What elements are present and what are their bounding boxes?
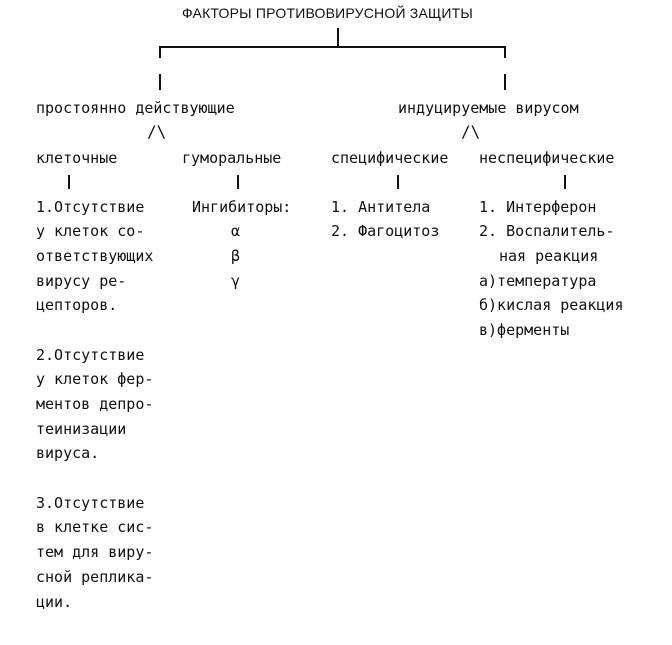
left-branch-upper-line [159,46,161,58]
diagram-title: ФАКТОРЫ ПРОТИВОВИРУСНОЙ ЗАЩИТЫ [182,5,473,21]
cellular-item-1-line-1: 1.Отсутствие [36,198,145,216]
cellular-item-1-line-4: вирусу ре- [36,272,127,290]
nonspecific-line-2: 2. Воспалитель- [479,222,615,240]
cellular-item-1-line-3: ответствующих [36,247,154,265]
cellular-item-2-line-1: 2.Отсутствие [36,346,145,364]
humoral-inhibitor-beta: β [231,247,241,265]
specific-stem-line [397,175,399,189]
right-branch-upper-line [504,46,506,58]
nonspecific-line-3: ная реакция [499,247,599,265]
cellular-stem-line [68,175,70,189]
nonspecific-stem-line [564,175,566,189]
specific-item-1: 1. Антитела [331,198,431,216]
humoral-inhibitor-alpha: α [231,222,241,240]
category-specific-label: специфические [331,149,449,167]
cellular-item-2-line-5: вируса. [36,444,100,462]
left-branch-lower-line [159,74,161,90]
cellular-item-2-line-3: ментов депро- [36,395,154,413]
nonspecific-line-5: б)кислая реакция [479,296,624,314]
right-branch-lower-line [504,74,506,90]
branch-induced-label: индуцируемые вирусом [398,99,579,117]
left-fork-symbol: /\ [147,122,167,141]
cellular-item-1-line-5: цепторов. [36,296,118,314]
cellular-item-3-line-3: тем для виру- [36,543,154,561]
category-nonspecific-label: неспецифические [479,149,615,167]
title-junction-line [337,36,339,47]
category-cellular-label: клеточные [36,149,118,167]
top-horizontal-line [159,46,504,48]
cellular-item-2-line-4: теинизации [36,420,127,438]
specific-item-2: 2. Фагоцитоз [331,222,440,240]
right-fork-symbol: /\ [461,122,481,141]
humoral-stem-line [237,175,239,189]
nonspecific-line-1: 1. Интерферон [479,198,597,216]
humoral-inhibitor-gamma: γ [231,272,241,290]
nonspecific-line-6: в)ферменты [479,321,570,339]
category-humoral-label: гуморальные [182,149,282,167]
branch-constant-label: простоянно действующие [36,99,235,117]
cellular-item-3-line-4: сной реплика- [36,568,154,586]
cellular-item-3-line-1: 3.Отсутствие [36,494,145,512]
cellular-item-1-line-2: у клеток со- [36,222,145,240]
cellular-item-3-line-2: в клетке сис- [36,518,154,536]
humoral-inhibitors-heading: Ингибиторы: [192,198,292,216]
cellular-item-3-line-5: ции. [36,593,73,611]
nonspecific-line-4: а)температура [479,272,597,290]
cellular-item-2-line-2: у клеток фер- [36,370,154,388]
